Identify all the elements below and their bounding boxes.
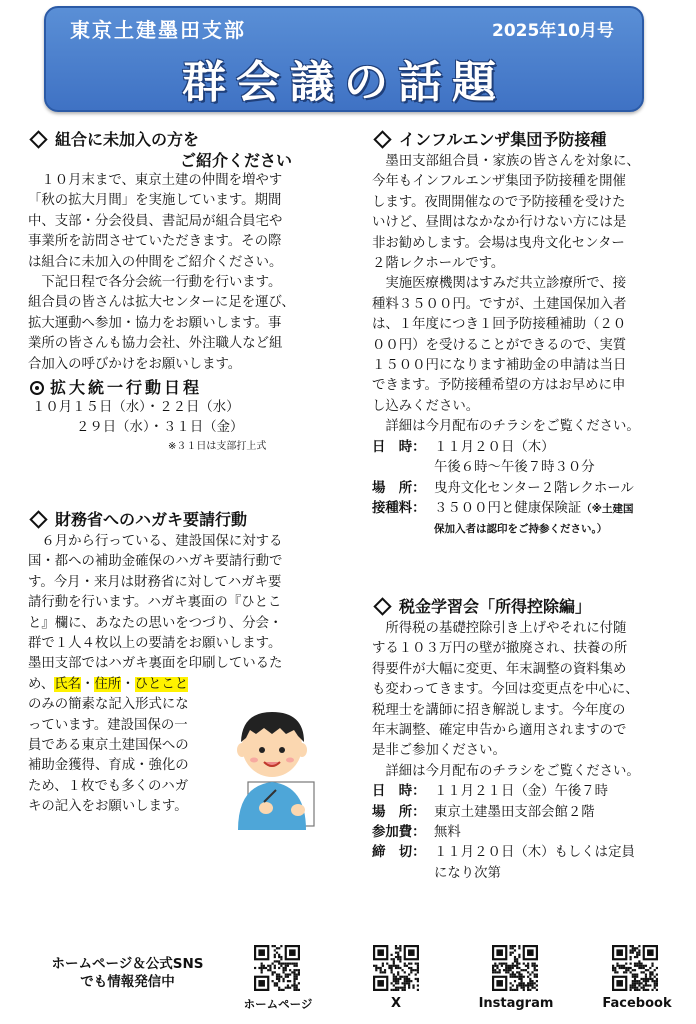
tax-line: 詳細は今月配布のチラシをご覧ください。	[372, 763, 640, 779]
sns-promo	[20, 955, 235, 991]
postcard-short-line: キの記入をお願いします。	[28, 799, 188, 815]
postcard-short-line: 補助金獲得、育成・強化の	[28, 758, 189, 774]
flu-time: 午後６時〜午後７時３０分	[434, 460, 595, 476]
flu-line: １５００円になります補助金の申請は当日	[372, 358, 627, 374]
postcard-short-line: っています。建設国保の一	[28, 717, 188, 733]
postcard-line: 請行動を行います。ハガキ裏面の『ひとこ	[28, 595, 282, 611]
flu-line: 種料３５００円。ですが、土建国保加入者	[372, 296, 627, 312]
recruit-line: 中、支部・分会役員、書記局が組合員宅や	[28, 213, 283, 229]
sns-promo-line-2: でも情報発信中	[80, 974, 175, 990]
recruit-line: は組合に未加入の仲間をご紹介ください。	[28, 254, 283, 270]
postcard-line: ６月から行っている、建設国保に対する	[28, 534, 283, 549]
flu-line: ２階レクホールです。	[372, 256, 505, 272]
tax-line: 税理士を講師に招き解説します。今年度の	[372, 702, 626, 718]
newsletter-title: 群会議の話題	[182, 57, 506, 108]
campaign-schedule-heading: 拡大統一行動日程	[28, 377, 328, 398]
tax-venue: 場 所： 東京土建墨田支部会館２階	[372, 804, 595, 820]
diamond-icon	[29, 510, 47, 528]
qr-label-homepage: ホームページ	[243, 997, 313, 1011]
flu-line: します。夜間開催なので予防接種を受けた	[372, 194, 626, 210]
campaign-date-1: １０月１５日（水）・２２日（水）	[32, 400, 240, 416]
qr-code-homepage[interactable]	[254, 945, 300, 991]
recruit-line: 下記日程で各分会統一行動を行います。	[28, 275, 282, 291]
postcard-highlight-line: め、氏名・住所・ひとこと	[28, 676, 189, 692]
qr-label-facebook: Facebook	[602, 996, 672, 1011]
flu-line: 実施医療機関はすみだ共立診療所で、接	[372, 276, 627, 292]
recruit-heading-2: ご紹介ください	[180, 151, 293, 170]
bullseye-icon	[30, 381, 44, 395]
highlight-name: 氏名	[54, 676, 82, 692]
postcard-line: 群で１人４枚以上の要請をお願いします。	[28, 636, 282, 652]
campaign-date-2: ２９日（水）・３１日（金）	[76, 420, 244, 436]
section-recruit	[28, 129, 328, 455]
issue-label: 2025年10月号	[492, 21, 614, 41]
postcard-heading: 財務省へのハガキ要請行動	[28, 509, 328, 530]
tax-line: 年末調整、確定申告から適用されますので	[372, 723, 627, 739]
postcard-short-line: 員である東京土建国保への	[28, 738, 189, 754]
qr-code-x[interactable]	[373, 945, 419, 991]
recruit-heading: 組合に未加入の方を	[28, 129, 328, 150]
tax-line: 是非ご参加ください。	[372, 743, 506, 759]
tax-line: 得要件が大幅に変更、年末調整の資料集め	[372, 661, 627, 677]
tax-line: する１０３万円の壁が撤廃され、扶養の所	[372, 641, 628, 657]
qr-code-facebook[interactable]	[612, 945, 658, 991]
highlight-comment: ひとこと	[134, 676, 189, 692]
flu-line: いけど、昼間はなかなか行けない方には是	[372, 215, 627, 231]
tax-line: 所得税の基礎控除引き上げやそれに付随	[372, 621, 627, 636]
recruit-line: 組合員の皆さんは拡大センターに足を運び、	[28, 295, 295, 311]
flu-line: できます。予防接種希望の方はお早めに申	[372, 378, 626, 394]
postcard-body	[28, 532, 328, 675]
diamond-icon	[373, 597, 391, 615]
flu-line: 詳細は今月配布のチラシをご覧ください。	[372, 419, 640, 435]
tax-fee: 参加費： 無料	[372, 825, 461, 841]
header-banner	[44, 6, 644, 112]
boy-writing-illustration	[224, 690, 320, 830]
postcard-line: と』欄に、あなたの思いをつづり、分会・	[28, 615, 283, 631]
postcard-short-line: のみの簡素な記入形式にな	[28, 697, 189, 713]
tax-deadline-2: になり次第	[434, 865, 501, 881]
recruit-line: 業所の皆さんも協力会社、外注職人など組	[28, 336, 283, 352]
section-flu-shot	[372, 129, 672, 540]
flu-line: 墨田支部組合員・家族の皆さんを対象に、	[372, 154, 640, 169]
recruit-line: 拡大運動へ参加・協力をお願いします。事	[28, 315, 282, 331]
flu-line: 非お勧めします。会場は曳舟文化センター	[372, 235, 625, 251]
flu-line: 今年もインフルエンザ集団予防接種を開催	[372, 174, 626, 190]
recruit-line: 事業所を訪問させていただきます。その際	[28, 234, 282, 250]
sns-promo-line-1: ホームページ＆公式SNS	[51, 956, 204, 972]
flu-line: は、１年度につき１回予防接種補助（２０	[372, 317, 627, 333]
flu-body	[372, 152, 672, 438]
flu-fee: 接種料： ３５００円と健康保険証 （※土建国	[372, 500, 634, 516]
campaign-note: ※３１日は支部打上式	[168, 440, 267, 452]
postcard-line: 墨田支部ではハガキ裏面を印刷しているた	[28, 656, 283, 672]
postcard-short-line: ため、１枚でも多くのハガ	[28, 778, 189, 794]
tax-heading: 税金学習会「所得控除編」	[372, 596, 672, 617]
qr-code-instagram[interactable]	[492, 945, 538, 991]
tax-body	[372, 619, 672, 782]
flu-line: し込みください。	[372, 398, 480, 414]
diamond-icon	[29, 130, 47, 148]
recruit-line: 「秋の拡大月間」を実施しています。期間	[28, 193, 282, 209]
tax-datetime: 日 時： １１月２１日（金）午後７時	[372, 784, 609, 800]
flu-datetime: 日 時： １１月２０日（木）	[372, 439, 555, 455]
qr-label-instagram: Instagram	[478, 996, 554, 1011]
diamond-icon	[373, 130, 391, 148]
flu-heading: インフルエンザ集団予防接種	[372, 129, 672, 150]
postcard-line: 国・都への補助金確保のハガキ要請行動で	[28, 554, 283, 570]
tax-line: も変わってきます。今回は変更点を中心に、	[372, 682, 639, 698]
organization-name: 東京土建墨田支部	[70, 18, 246, 42]
postcard-line: す。今月・来月は財務省に対してハガキ要	[28, 574, 282, 590]
flu-fee-note: 保加入者は認印をご持参ください。）	[434, 523, 608, 536]
highlight-address: 住所	[94, 676, 122, 692]
tax-deadline: 締 切： １１月２０日（木）もしくは定員	[372, 845, 635, 861]
qr-label-x: X	[390, 996, 402, 1011]
recruit-line: １０月末まで、東京土建の仲間を増やす	[28, 173, 283, 188]
flu-line: ００円）を受けることができるので、実質	[372, 337, 627, 353]
recruit-line: 合加入の呼びかけをお願いします。	[28, 356, 242, 372]
flu-venue: 場 所： 曳舟文化センター２階レクホール	[372, 480, 634, 496]
section-tax-seminar	[372, 596, 672, 884]
recruit-body	[28, 171, 328, 375]
